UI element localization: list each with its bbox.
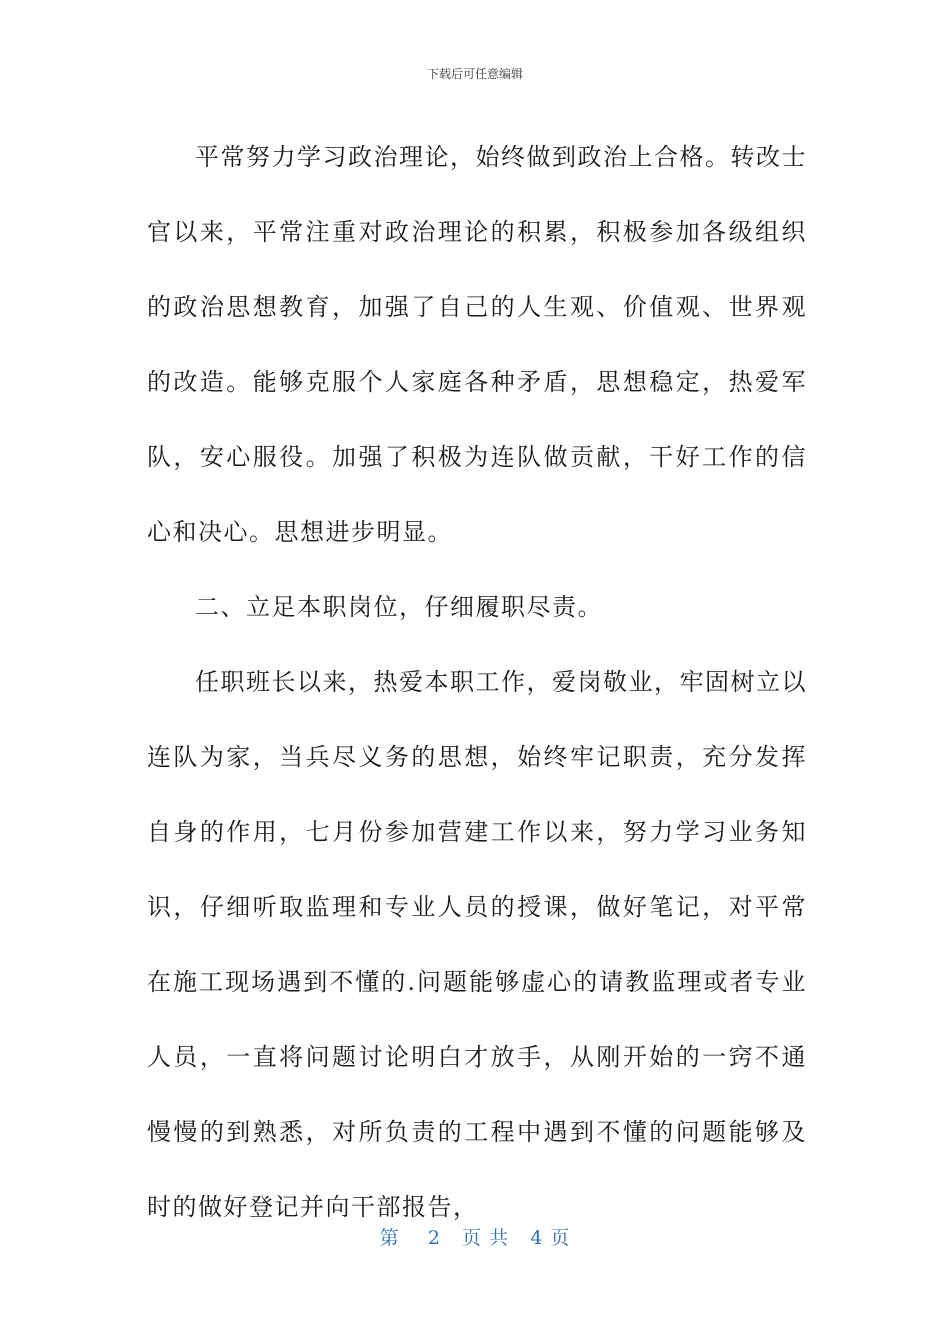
footer-prefix: 第 [379,1227,400,1249]
section-heading-duty: 二、立足本职岗位，仔细履职尽责。 [195,593,603,621]
paragraph-squad-leader-work: 任职班长以来，热爱本职工作，爱岗敬业，牢固树立以连队为家，当兵尽义务的思想，始终牢记职责，充分发挥自身的作用，七月份参加营建工作以来，努力学习业务知识，仔细听取监理和专业人员的授课，做好笔记，对平常在施工现场遇到不懂的.问题能够虚心的请教监理或者专业人员，一直将问题讨论明白才放手，从刚开始的一窍不通慢慢的到熟悉，对所负责的工程中遇到不懂的问题能够及时的做好登记并向干部报告， [147,668,807,1221]
footer-total-pages: 4 [530,1227,544,1249]
page-footer [0,1226,950,1250]
page-header: 下载后可任意编辑 [426,67,523,81]
document-body [147,120,807,1245]
paragraph-political-study: 平常努力学习政治理论，始终做到政治上合格。转改士官以来，平常注重对政治理论的积累，积极参加各级组织的政治思想教育，加强了自己的人生观、价值观、世界观的改造。能够克服个人家庭各种矛盾，思想稳定，热爱军队，安心服役。加强了积极为连队做贡献，干好工作的信心和决心。思想进步明显。 [147,143,807,546]
footer-middle: 页 共 [462,1227,510,1249]
footer-suffix: 页 [550,1227,571,1249]
footer-current-page: 2 [427,1227,441,1249]
